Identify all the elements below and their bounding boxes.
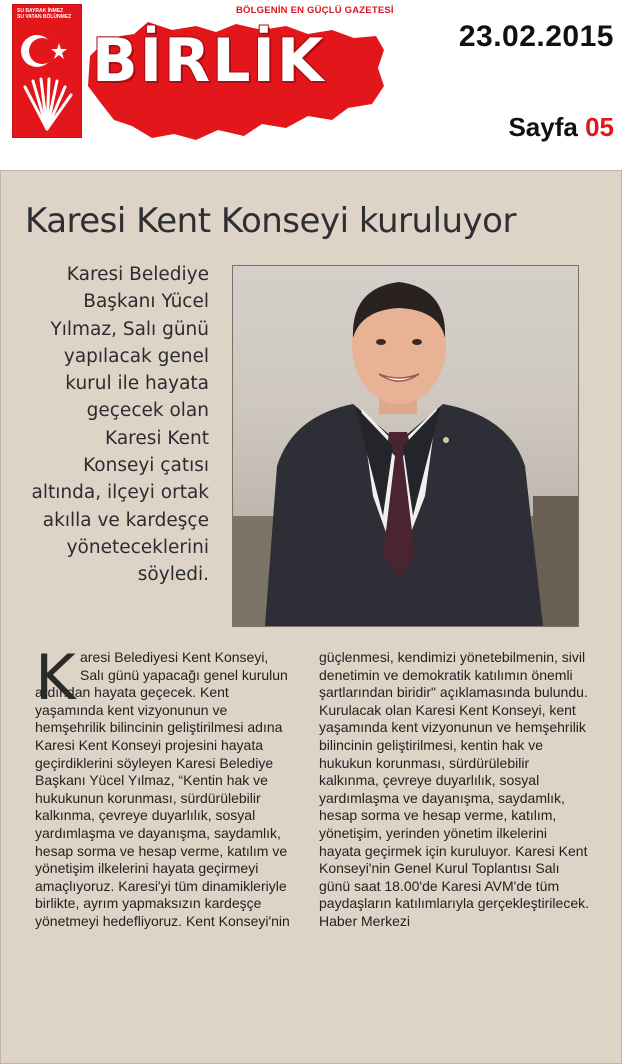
- portrait-photo: [232, 265, 579, 627]
- dropcap: K: [35, 641, 76, 714]
- page-indicator: [508, 112, 614, 143]
- column-1-text: ardından hayata geçecek. Kent yaşamında kent vizyonunun ve hemşehrilik bilincinin geliştirilmesi adına Karesi Kent Konseyi projesini hayata geçirdiklerini söyleyen Karesi Belediye Başkanı Yücel Yılmaz, “Kentin hak ve hukukunun korunması, sürdürülebilir kalkınma, çevreye duyarlılık, sosyal yardımlaşma ve dayanışma, saydamlık, hesap sorma ve hesap verme, katılım ve yönetişim ilkelerini hayata geçirmeyi amaçlıyoruz. Karesi'yi tüm dinamikleriyle birlikte, ayrım yapmaksızın kardeşçe yönetmeyi hedefliyoruz. Kent Konseyi'nin: [35, 684, 290, 929]
- news-clipping: [0, 170, 622, 1064]
- publication-date: 23.02.2015: [458, 20, 614, 53]
- column-2-text: Kurulacak olan Karesi Kent Konseyi, kent yaşamında kent vizyonunun ve hemşehrilik bilincinin geliştirilmesi, kentin hak ve hukukun korunması, sürdürülebilir kalkınma, çevreye duyarlılık, sosyal yardımlaşma ve dayanışma, saydamlık, hesap sorma ve hesap verme, katılım, yönetişim, yerinden yönetim ilkelerini hayata geçirmek için kuruluyor. Karesi Kent Konseyi'nin Genel Kurul Toplantısı Salı günü saat 18.00'de Karesi AVM'de tüm paydaşların katılımlarıyla gerçekleştirilecek.: [319, 701, 589, 912]
- newspaper-masthead: [0, 0, 622, 150]
- article-column-2: [319, 649, 589, 931]
- column-1-opening: aresi Belediyesi Kent Konseyi, Salı günü yapacağı genel kurulun: [80, 649, 288, 683]
- article-byline: Haber Merkezi: [319, 912, 411, 929]
- flag-emblem-logo: [12, 4, 82, 138]
- brand-tagline: BÖLGENİN EN GÜÇLÜ GAZETESİ: [236, 5, 394, 16]
- page-number: 05: [585, 112, 614, 142]
- brand-name: BİRLİK: [92, 26, 326, 96]
- man-portrait-image: [233, 266, 578, 626]
- article-column-1: [35, 641, 295, 931]
- article-lead: Karesi Belediye Başkanı Yücel Yılmaz, Salı günü yapılacak genel kurul ile hayata geçecek olan Karesi Kent Konseyi çatısı altında, ilçeyi ortak akılla ve kardeşçe yöneteceklerini söyledi.: [31, 264, 209, 586]
- crescent-star-icon: [15, 17, 79, 135]
- column-2-paragraph-1: güçlenmesi, kendimizi yönetebilmenin, sivil denetimin ve demokratik katılımın önemli şartlarından biridir" açıklamasında bulundu.: [319, 649, 588, 701]
- motto-bottom: SU VATAN BÖLÜNMEZ: [17, 14, 72, 20]
- motto-top: SU BAYRAK İNMEZ: [17, 8, 64, 14]
- column-2-paragraph-2: [319, 702, 589, 931]
- brand-logo: [86, 2, 394, 147]
- article-headline: Karesi Kent Konseyi kuruluyor: [25, 201, 516, 241]
- page-label: Sayfa: [508, 112, 578, 142]
